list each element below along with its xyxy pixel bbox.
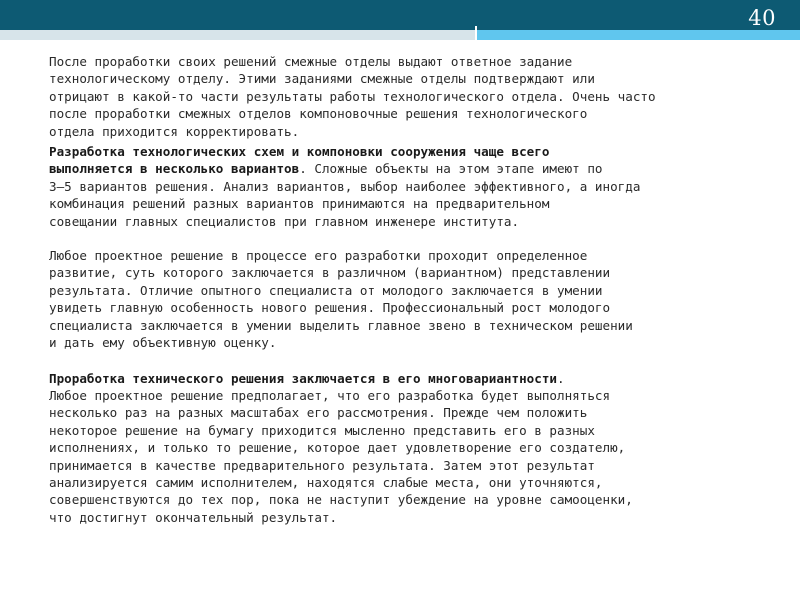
header-strip-right	[475, 30, 800, 40]
bold-text-line: Разработка технологических схем и компоновки сооружения чаще всего	[49, 144, 550, 160]
text-line: и дать ему объективную оценку.	[49, 335, 277, 351]
text-line: совершенствуются до тех пор, пока не наступит убеждение на уровне самооценки,	[49, 492, 633, 508]
text-line: что достигнут окончательный результат.	[49, 509, 338, 525]
text-line: отрицают в какой-то части результаты работы технологического отдела. Очень часто	[49, 88, 656, 104]
text-line-tail: . Сложные объекты на этом этапе имеют по	[299, 161, 603, 177]
text-line: специалиста заключается в умении выделить главное звено в техническом решении	[49, 317, 633, 333]
text-line-tail: .	[557, 370, 565, 386]
text-line: 3–5 вариантов решения. Анализ вариантов, выбор наиболее эффективного, а иногда	[49, 178, 641, 194]
header-divider	[475, 26, 477, 46]
text-line: отдела приходится корректировать.	[49, 123, 300, 139]
page-number: 40	[748, 6, 776, 30]
paragraph-2	[49, 143, 769, 230]
text-line: развитие, суть которого заключается в различном (вариантном) представлении	[49, 265, 611, 281]
text-line: После проработки своих решений смежные отделы выдают ответное задание	[49, 54, 573, 69]
header-strip-left	[0, 30, 475, 40]
text-line: анализируется самим исполнителем, находятся слабые места, они уточняются,	[49, 474, 603, 490]
bold-text-line: выполняется в несколько вариантов	[49, 161, 300, 177]
text-line: после проработки смежных отделов компоновочные решения технологического	[49, 106, 588, 122]
text-line: Любое проектное решение в процессе его разработки проходит определенное	[49, 248, 588, 264]
text-line: исполнениях, и только то решение, которое дает удовлетворение его создателю,	[49, 440, 626, 456]
paragraph-3	[49, 247, 769, 351]
text-line: технологическому отделу. Этими заданиями смежные отделы подтверждают или	[49, 71, 595, 87]
text-line: результата. Отличие опытного специалиста от молодого заключается в умении	[49, 282, 603, 298]
paragraph-1	[49, 53, 769, 140]
text-line: комбинация решений разных вариантов принимаются на предварительном	[49, 196, 550, 212]
bold-text-line: Проработка технического решения заключается в его многовариантности	[49, 370, 557, 386]
text-line: несколько раз на разных масштабах его рассмотрения. Прежде чем положить	[49, 405, 588, 421]
text-line: принимается в качестве предварительного результата. Затем этот результат	[49, 457, 595, 473]
text-line: некоторое решение на бумагу приходится мысленно представить его в разных	[49, 422, 595, 438]
text-line: совещании главных специалистов при главном инженере института.	[49, 213, 520, 229]
slide-body	[49, 53, 769, 526]
text-line: Любое проектное решение предполагает, что его разработка будет выполняться	[49, 387, 611, 403]
paragraph-4	[49, 370, 769, 527]
header-band	[0, 0, 800, 30]
text-line: увидеть главную особенность нового решения. Профессиональный рост молодого	[49, 300, 611, 316]
